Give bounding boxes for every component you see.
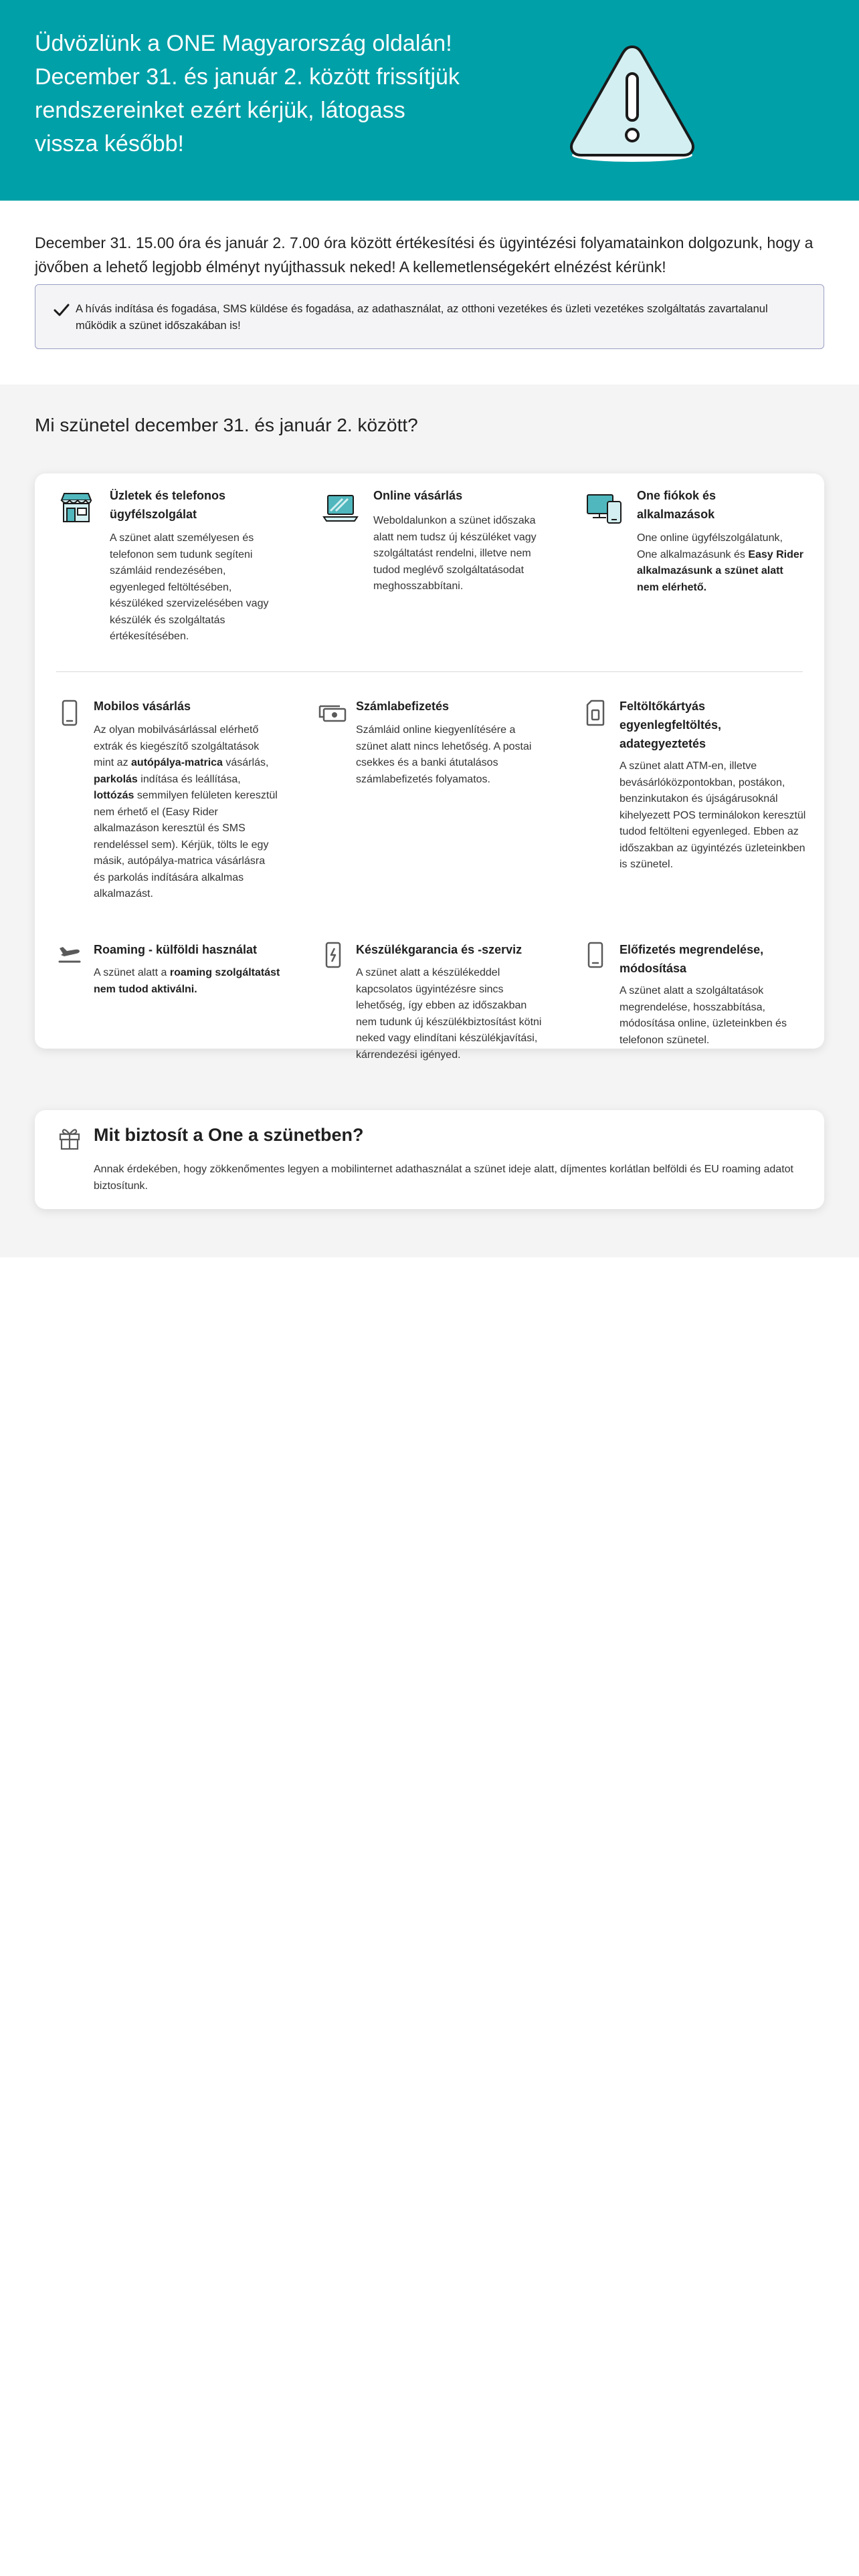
- item-desc-stores: A szünet alatt személyesen és telefonon sem tudunk segíteni számláid rendezésében, egyenleged feltöltésében, készüléked szervizelésében vagy készülék és szolgáltatás értékesítésében.: [110, 532, 269, 642]
- item-desc-online: Weboldalunkon a szünet időszaka alatt nem tudsz új készüléket vagy szolgáltatást rendelni, illetve nem tudod meglévő szolgáltatásodat meghosszabbítani.: [373, 515, 537, 592]
- banknote-icon: [318, 701, 347, 722]
- guarantee-desc: Annak érdekében, hogy zökkenőmentes legyen a mobilinternet adathasználat a szünet ideje alatt, díjmentes korlátlan belföldi és EU roaming adatot biztosítunk.: [94, 1164, 793, 1192]
- item-desc-roaming: A szünet alatt a roaming szolgáltatást nem tudod aktiválni.: [94, 967, 280, 995]
- mobile-phone-icon: [59, 700, 80, 726]
- maintenance-notice: December 31. 15.00 óra és január 2. 7.00 óra között értékesítési és ügyintézési folyamatainkon dolgozunk, hogy a jövőben a lehető legjobb élményt nyújthassuk neked! A kellemetlenségekért elnézést kérünk!: [35, 234, 814, 276]
- sim-card-icon: [585, 700, 606, 726]
- warning-triangle-icon: [562, 35, 702, 169]
- item-title-roaming: Roaming - külföldi használat: [94, 943, 258, 956]
- alert-text: A hívás indítása és fogadása, SMS küldése és fogadása, az adathasználat, az otthoni vezetékes és üzleti vezetékes szolgáltatás zavartalanul működik a szünet időszakában is!: [76, 303, 768, 332]
- hero-title: Üdvözlünk a ONE Magyarország oldalán! December 31. és január 2. között frissítjük rendszereinket ezért kérjük, látogass vissza később!: [35, 31, 460, 156]
- service-alert-box: [35, 284, 824, 349]
- phone-warranty-icon: [322, 942, 344, 968]
- checkmark-icon: [53, 302, 70, 317]
- item-desc-mobile: Az olyan mobilvásárlással elérhető extrák és kiegészítő szolgáltatások mint az autópálya-matrica vásárlás, parkolás indítása és leállítása, lottózás semmilyen felületen keresztül nem érhető el (Easy Rider alkalmazáson keresztül és SMS rendeléssel sem). Kérjük, tölts le egy másik, autópálya-matrica vásárlásra és parkolás indítására alkalmas alkalmazást.: [94, 724, 278, 899]
- item-title-online: Online vásárlás: [373, 489, 463, 502]
- item-desc-subscription: A szünet alatt a szolgáltatások megrendelése, hosszabbítása, módosítása online, üzleteinkben és telefonon szünetel.: [619, 985, 787, 1046]
- item-desc-billing: Számláid online kiegyenlítésére a szünet alatt nincs lehetőség. A postai csekkes és a banki átutalásos számlabefizetés folyamatos.: [356, 724, 532, 785]
- laptop-icon: [322, 494, 359, 523]
- store-icon: [59, 491, 94, 526]
- devices-icon: [586, 492, 624, 524]
- hero-banner: [0, 0, 859, 201]
- item-title-stores: Üzletek és telefonos ügyfélszolgálat: [110, 489, 226, 521]
- item-title-subscription: Előfizetés megrendelése, módosítása: [619, 943, 764, 975]
- item-desc-warranty: A szünet alatt a készülékeddel kapcsolatos ügyintézésre sincs lehetőség, így ebben az időszakban nem tudunk új készülékbiztosítást kötni neked vagy elindítani készülékjavítási, kárrendezési igényed.: [356, 967, 542, 1061]
- item-title-billing: Számlabefizetés: [356, 700, 450, 713]
- mobile-subscription-icon: [585, 942, 606, 968]
- item-title-warranty: Készülékgarancia és -szerviz: [356, 943, 522, 956]
- item-desc-prepaid: A szünet alatt ATM-en, illetve bevásárlóközpontokban, postákon, benzinkutakon és újságárusoknál kihelyezett POS terminálokon keresztül tudod feltölteni egyenleged. Ebben az időszakban az ügyintézés üzleteinkben is szünetel.: [619, 760, 806, 870]
- card-divider: [56, 671, 803, 672]
- guarantee-title: Mit biztosít a One a szünetben?: [94, 1125, 364, 1145]
- section-title: Mi szünetel december 31. és január 2. között?: [35, 415, 418, 435]
- airplane-icon: [58, 943, 82, 964]
- item-title-accounts: One fiókok és alkalmazások: [637, 489, 717, 521]
- gift-icon: [58, 1126, 82, 1150]
- item-desc-accounts: One online ügyfélszolgálatunk, One alkalmazásunk és Easy Rider alkalmazásunk a szünet alatt nem elérhető.: [637, 532, 804, 593]
- item-title-mobile: Mobilos vásárlás: [94, 700, 191, 713]
- item-title-prepaid: Feltöltőkártyás egyenlegfeltöltés, adategyeztetés: [619, 700, 722, 750]
